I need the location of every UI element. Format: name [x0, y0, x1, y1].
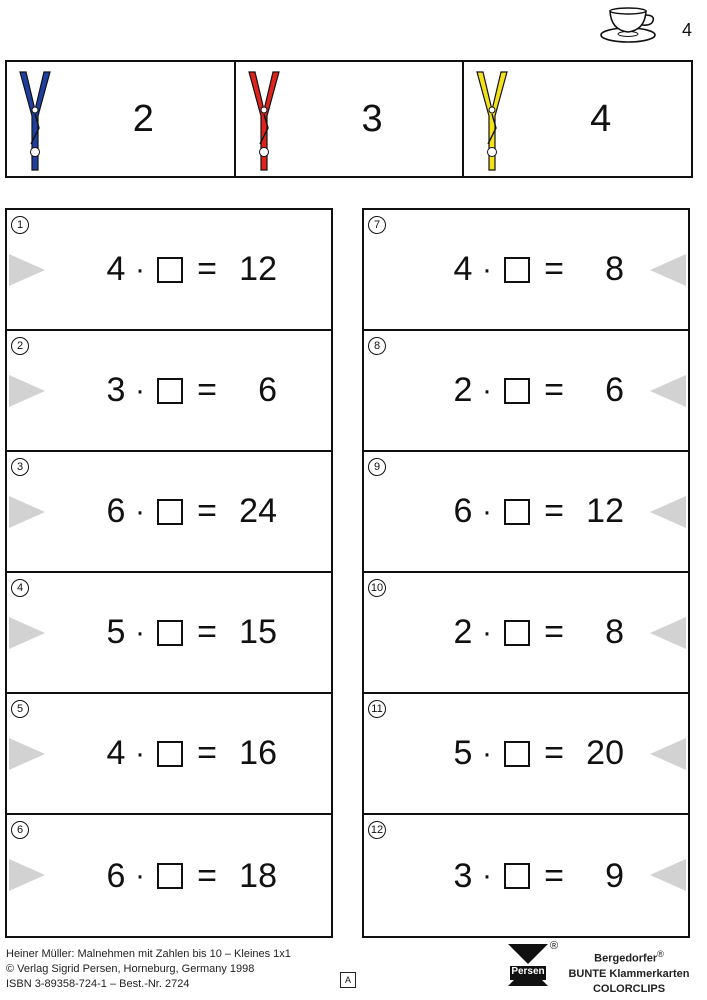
answer-box[interactable] [157, 863, 183, 889]
clip-marker-icon [9, 859, 45, 891]
factor: 4 [453, 250, 473, 288]
equation [103, 694, 277, 813]
multiply-dot: · [482, 859, 492, 892]
answer-box[interactable] [157, 499, 183, 525]
answer-box[interactable] [504, 620, 530, 646]
exercise-card[interactable] [7, 452, 331, 573]
brand-registered-mark: ® [657, 949, 664, 959]
equation [103, 573, 277, 692]
equation [450, 452, 624, 571]
equation [103, 815, 277, 937]
equation [103, 452, 277, 571]
answer-box[interactable] [157, 378, 183, 404]
equals-sign: = [197, 613, 217, 651]
clip-marker-icon [9, 738, 45, 770]
card-number: 1 [11, 216, 29, 234]
clip-marker-icon [650, 375, 686, 407]
clip-number: 3 [361, 97, 383, 140]
clip-marker-icon [650, 859, 686, 891]
clothespin-icon [474, 70, 510, 172]
clothespin-icon [17, 70, 53, 172]
brand-name: Bergedorfer [594, 952, 658, 965]
persen-logo-text: Persen [511, 966, 545, 977]
card-number: 12 [368, 821, 386, 839]
multiply-dot: · [135, 859, 145, 892]
equation [450, 815, 624, 937]
product: 12 [586, 492, 624, 530]
product: 8 [605, 613, 624, 651]
clip-marker-icon [650, 496, 686, 528]
clip-key-blue [7, 62, 236, 176]
equals-sign: = [197, 250, 217, 288]
exercise-card[interactable] [7, 815, 331, 937]
footer-isbn-line: ISBN 3-89358-724-1 – Best.-Nr. 2724 [6, 978, 190, 990]
card-number: 3 [11, 458, 29, 476]
product: 6 [258, 371, 277, 409]
brand-subtitle: COLORCLIPS [592, 982, 666, 995]
product: 12 [239, 250, 277, 288]
equals-sign: = [544, 371, 564, 409]
equation [450, 210, 624, 329]
clip-key-yellow [464, 62, 691, 176]
product: 20 [586, 734, 624, 772]
product: 6 [605, 371, 624, 409]
equals-sign: = [197, 371, 217, 409]
card-number: 7 [368, 216, 386, 234]
equation [450, 573, 624, 692]
multiply-dot: · [135, 494, 145, 528]
exercise-card[interactable] [364, 331, 688, 452]
footer-publisher-line: © Verlag Sigrid Persen, Horneburg, Germany 1998 [6, 963, 255, 975]
series-brand [555, 947, 703, 997]
equals-sign: = [544, 734, 564, 772]
exercise-card[interactable] [364, 694, 688, 815]
factor: 3 [106, 371, 126, 409]
factor: 3 [453, 856, 473, 895]
answer-box[interactable] [157, 620, 183, 646]
clothespin-icon [246, 70, 282, 172]
card-column-left [5, 208, 333, 938]
factor: 5 [453, 734, 473, 772]
multiply-dot: · [482, 736, 492, 770]
factor: 6 [453, 492, 473, 530]
factor: 4 [106, 250, 126, 288]
equation [450, 694, 624, 813]
brand-series: BUNTE Klammerkarten [568, 967, 690, 980]
product: 15 [239, 613, 277, 651]
exercise-card[interactable] [7, 573, 331, 694]
exercise-card[interactable] [364, 573, 688, 694]
card-number: 4 [11, 579, 29, 597]
exercise-card[interactable] [364, 815, 688, 937]
clip-marker-icon [9, 254, 45, 286]
card-number: 10 [368, 579, 386, 597]
equation [450, 331, 624, 450]
product: 9 [605, 856, 624, 895]
exercise-card[interactable] [7, 210, 331, 331]
coffee-cup-icon [598, 4, 658, 44]
equation [103, 331, 277, 450]
equals-sign: = [544, 250, 564, 288]
card-number: 2 [11, 337, 29, 355]
product: 16 [239, 734, 277, 772]
multiply-dot: · [482, 615, 492, 649]
answer-box[interactable] [504, 863, 530, 889]
answer-box[interactable] [157, 257, 183, 283]
answer-box[interactable] [157, 741, 183, 767]
factor: 2 [453, 613, 473, 651]
product: 8 [605, 250, 624, 288]
equals-sign: = [544, 492, 564, 530]
clip-marker-icon [9, 375, 45, 407]
multiply-dot: · [482, 252, 492, 286]
clip-key-row [5, 60, 693, 178]
registered-mark: ® [550, 940, 559, 952]
clip-marker-icon [9, 617, 45, 649]
multiply-dot: · [135, 373, 145, 407]
equals-sign: = [197, 856, 217, 895]
card-number: 6 [11, 821, 29, 839]
exercise-card[interactable] [364, 452, 688, 573]
exercise-card[interactable] [7, 331, 331, 452]
card-number: 5 [11, 700, 29, 718]
card-number: 11 [368, 700, 386, 718]
factor: 4 [106, 734, 126, 772]
factor: 5 [106, 613, 126, 651]
exercise-card[interactable] [7, 694, 331, 815]
clip-number: 4 [590, 97, 612, 140]
card-number: 9 [368, 458, 386, 476]
product: 24 [239, 492, 277, 530]
answer-box[interactable] [504, 741, 530, 767]
exercise-card[interactable] [364, 210, 688, 331]
multiply-dot: · [135, 252, 145, 286]
equals-sign: = [197, 492, 217, 530]
clip-number: 2 [132, 97, 154, 140]
equals-sign: = [544, 613, 564, 651]
answer-box[interactable] [504, 499, 530, 525]
clip-marker-icon [650, 617, 686, 649]
card-number: 8 [368, 337, 386, 355]
factor: 2 [453, 371, 473, 409]
footer-author-line: Heiner Müller: Malnehmen mit Zahlen bis 10 – Kleines 1x1 [6, 948, 291, 960]
multiply-dot: · [482, 373, 492, 407]
multiply-dot: · [135, 736, 145, 770]
edition-mark: A [340, 972, 356, 988]
factor: 6 [106, 492, 126, 530]
clip-marker-icon [9, 496, 45, 528]
multiply-dot: · [482, 494, 492, 528]
product: 18 [239, 856, 277, 895]
answer-box[interactable] [504, 378, 530, 404]
page-number: 4 [682, 20, 693, 40]
factor: 6 [106, 856, 126, 895]
equation [103, 210, 277, 329]
clip-key-red [236, 62, 465, 176]
footer-credits [6, 947, 291, 992]
clip-marker-icon [650, 738, 686, 770]
answer-box[interactable] [504, 257, 530, 283]
clip-marker-icon [650, 254, 686, 286]
multiply-dot: · [135, 615, 145, 649]
equals-sign: = [197, 734, 217, 772]
equals-sign: = [544, 856, 564, 895]
card-column-right [362, 208, 690, 938]
